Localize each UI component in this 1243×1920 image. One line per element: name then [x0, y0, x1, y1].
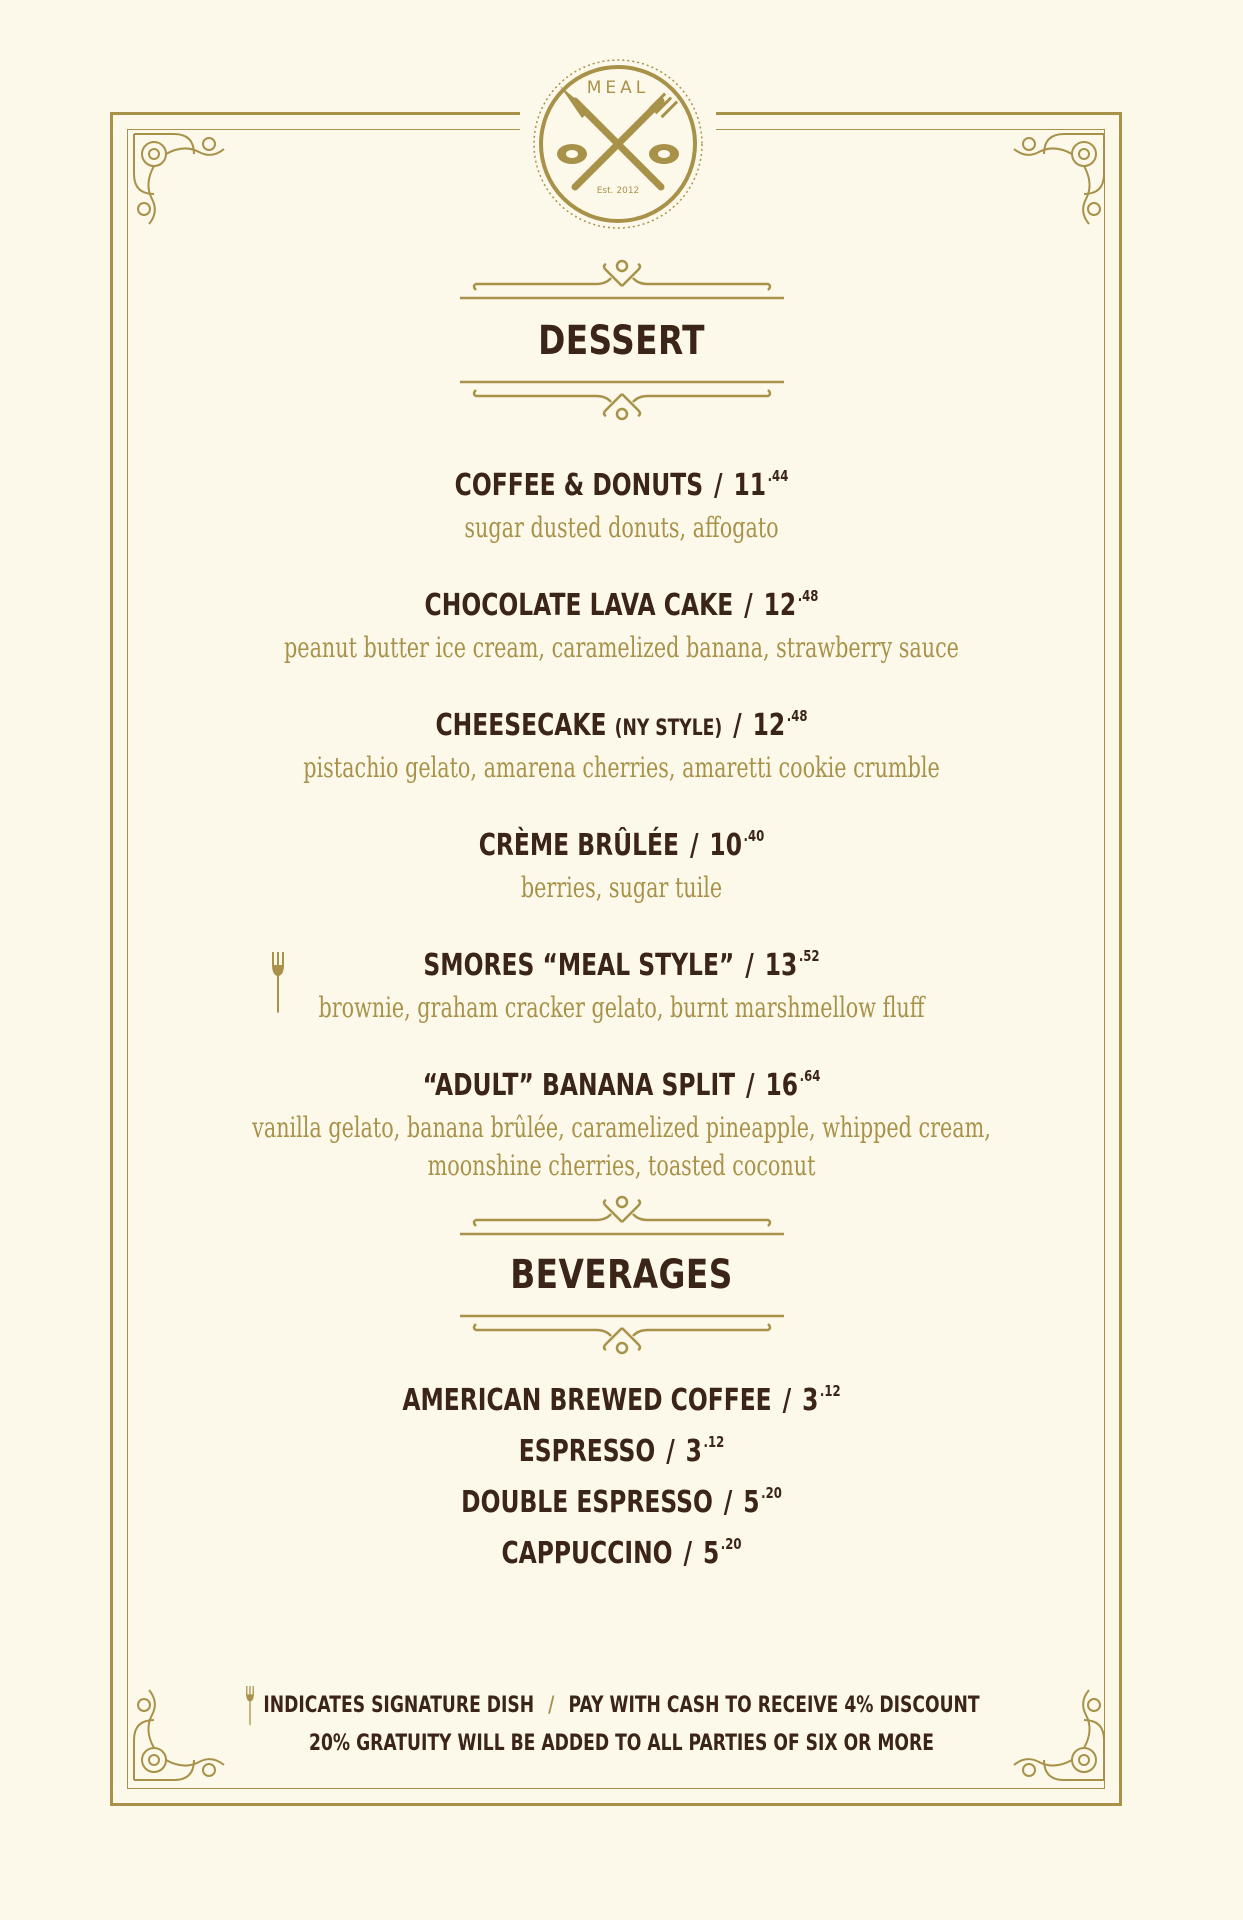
item-name-note: (NY STYLE)	[614, 716, 723, 741]
item-name: CHEESECAKE	[435, 708, 607, 743]
item-separator: /	[745, 948, 754, 983]
divider-ornament-icon	[456, 378, 788, 422]
beverage-name: ESPRESSO	[518, 1434, 656, 1469]
corner-flourish-top-left-icon	[124, 124, 244, 244]
beverage-name: AMERICAN BREWED COFFEE	[402, 1383, 772, 1418]
restaurant-logo	[530, 56, 706, 232]
beverage-separator: /	[723, 1485, 733, 1520]
item-price: 10	[709, 828, 742, 863]
menu-item-title	[137, 827, 1107, 863]
menu-item-title	[137, 467, 1107, 503]
item-name: “ADULT” BANANA SPLIT	[422, 1068, 736, 1103]
item-separator: /	[689, 828, 699, 863]
item-price-cents: .64	[799, 1067, 821, 1085]
item-separator: /	[733, 708, 742, 743]
beverage-separator: /	[782, 1383, 792, 1418]
beverages-title: BEVERAGES	[510, 1252, 733, 1298]
item-name: CRÈME BRÛLÉE	[478, 828, 680, 863]
footer-separator: /	[548, 1693, 555, 1718]
item-name: COFFEE & DONUTS	[454, 468, 704, 503]
signature-note: INDICATES SIGNATURE DISH	[263, 1693, 535, 1718]
menu-item-description: vanilla gelato, banana brûlée, caramelized pineapple, whipped cream,	[252, 1111, 991, 1144]
menu-item-description: brownie, graham cracker gelato, burnt marshmellow fluff	[318, 991, 925, 1024]
menu-item-description-continued: moonshine cherries, toasted coconut	[427, 1149, 816, 1182]
beverage-item	[137, 1535, 1107, 1571]
beverage-item	[137, 1484, 1107, 1520]
beverage-price-cents: .12	[703, 1433, 725, 1451]
beverage-price: 5	[743, 1485, 760, 1520]
item-price-cents: .48	[786, 707, 808, 725]
divider-ornament-icon	[456, 1194, 788, 1238]
menu-item-description: berries, sugar tuile	[520, 871, 723, 904]
corner-flourish-top-right-icon	[994, 124, 1114, 244]
item-separator: /	[746, 1068, 755, 1103]
item-price: 12	[752, 708, 786, 743]
menu-item-title	[137, 1067, 1107, 1103]
item-separator: /	[744, 588, 753, 623]
item-price-cents: .40	[743, 827, 765, 845]
item-price-cents: .44	[767, 467, 789, 485]
divider-ornament-icon	[456, 258, 788, 302]
item-price-cents: .48	[797, 587, 819, 605]
item-price: 13	[764, 948, 798, 983]
item-price: 16	[765, 1068, 799, 1103]
item-name: SMORES “MEAL STYLE”	[423, 948, 735, 983]
corner-flourish-bottom-left-icon	[124, 1670, 244, 1790]
beverage-separator: /	[666, 1434, 675, 1469]
divider-ornament-icon	[456, 1312, 788, 1356]
beverage-name: DOUBLE ESPRESSO	[461, 1485, 713, 1520]
dessert-title: DESSERT	[538, 318, 705, 364]
menu-item-description: pistachio gelato, amarena cherries, amaretti cookie crumble	[303, 751, 940, 784]
beverage-separator: /	[683, 1536, 693, 1571]
beverage-price-cents: .20	[720, 1535, 742, 1553]
item-separator: /	[714, 468, 723, 503]
menu-item-title	[137, 587, 1107, 623]
item-price-cents: .52	[798, 947, 820, 965]
beverage-price: 3	[802, 1383, 819, 1418]
menu-item-title	[137, 707, 1107, 743]
logo-established: Est. 2012	[596, 186, 640, 196]
footer-note	[137, 1693, 1107, 1718]
item-price: 11	[733, 468, 767, 503]
logo-name: MEAL	[586, 78, 650, 98]
menu-item-description: peanut butter ice cream, caramelized banana, strawberry sauce	[284, 631, 959, 664]
beverage-price: 3	[685, 1434, 702, 1469]
menu-item-title	[137, 947, 1107, 983]
beverage-price-cents: .20	[761, 1484, 782, 1502]
cash-discount-note: PAY WITH CASH TO RECEIVE 4% DISCOUNT	[568, 1693, 980, 1718]
item-price: 12	[763, 588, 797, 623]
menu-item-description: sugar dusted donuts, affogato	[464, 511, 779, 544]
item-name: CHOCOLATE LAVA CAKE	[424, 588, 734, 623]
beverage-price-cents: .12	[819, 1382, 841, 1400]
beverage-name: CAPPUCCINO	[501, 1536, 673, 1571]
gratuity-note: 20% GRATUITY WILL BE ADDED TO ALL PARTIES OF SIX OR MORE	[309, 1731, 934, 1756]
corner-flourish-bottom-right-icon	[994, 1670, 1114, 1790]
beverage-item	[137, 1433, 1107, 1469]
beverage-price: 5	[702, 1536, 720, 1571]
beverage-item	[137, 1382, 1107, 1418]
